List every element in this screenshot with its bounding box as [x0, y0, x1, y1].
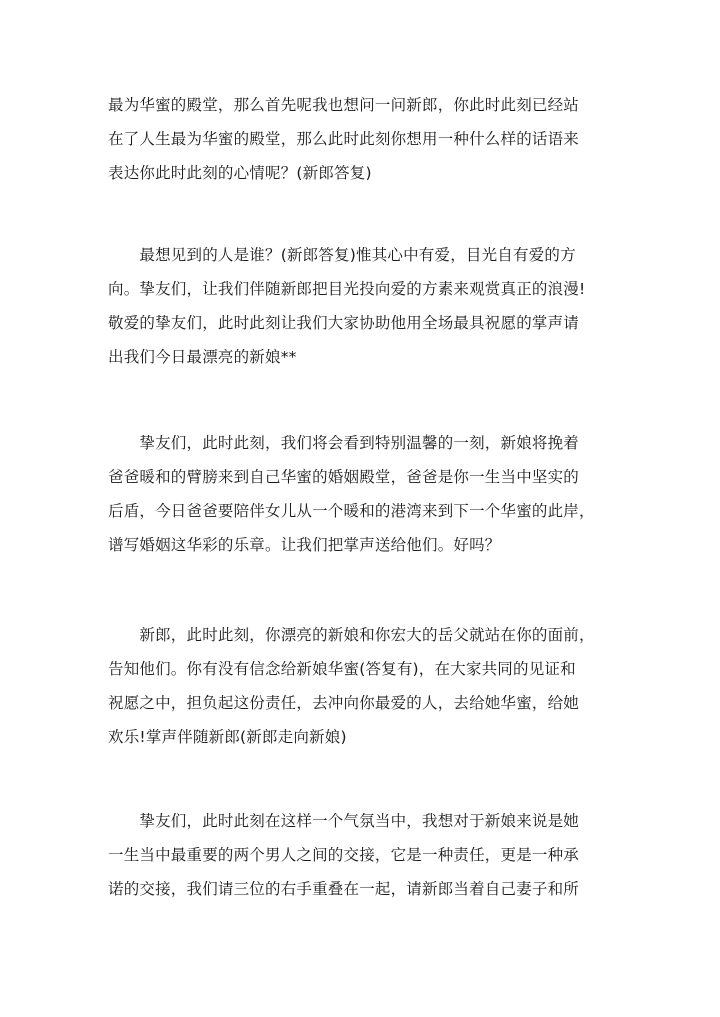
- text-line: 告知他们。你有没有信念给新娘华蜜(答复有)，在大家共同的见证和: [108, 660, 576, 678]
- text-line: 挚友们，此时此刻在这样一个气氛当中，我想对于新娘来说是她: [108, 812, 580, 830]
- text-line: 祝愿之中，担负起这份责任，去冲向你最爱的人，去给她华蜜，给她: [108, 694, 580, 712]
- text-line: 欢乐!掌声伴随新郎(新郎走向新娘): [108, 728, 347, 746]
- text-line: 谱写婚姻这华彩的乐章。让我们把掌声送给他们。好吗？: [108, 536, 501, 554]
- text-line: 在了人生最为华蜜的殿堂，那么此时此刻你想用一种什么样的话语来: [108, 130, 580, 148]
- paragraph-4: [108, 618, 614, 754]
- text-line: 向。挚友们，让我们伴随新郎把目光投向爱的方素来观赏真正的浪漫!: [108, 280, 586, 298]
- text-line: 出我们今日最漂亮的新娘**: [108, 348, 297, 366]
- paragraph-2: [108, 238, 614, 374]
- text-line: 最为华蜜的殿堂，那么首先呢我也想问一问新郎，你此时此刻已经站: [108, 96, 580, 114]
- paragraph-3: [108, 426, 614, 562]
- paragraph-5: [108, 804, 614, 906]
- text-line: 挚友们，此时此刻，我们将会看到特别温馨的一刻，新娘将挽着: [108, 434, 580, 452]
- text-line: 最想见到的人是谁？(新郎答复)惟其心中有爱，目光自有爱的方: [108, 246, 576, 264]
- text-line: 敬爱的挚友们，此时此刻让我们大家协助他用全场最具祝愿的掌声请: [108, 314, 580, 332]
- text-line: 新郎，此时此刻，你漂亮的新娘和你宏大的岳父就站在你的面前，: [108, 626, 595, 644]
- text-line: 表达你此时此刻的心情呢？(新郎答复): [108, 164, 372, 182]
- text-line: 一生当中最重要的两个男人之间的交接，它是一种责任，更是一种承: [108, 846, 580, 864]
- text-line: 爸爸暖和的臂膀来到自己华蜜的婚姻殿堂，爸爸是你一生当中坚实的: [108, 468, 580, 486]
- text-line: 后盾，今日爸爸要陪伴女儿从一个暖和的港湾来到下一个华蜜的此岸，: [108, 502, 595, 520]
- text-line: 诺的交接，我们请三位的右手重叠在一起，请新郎当着自己妻子和所: [108, 880, 580, 898]
- paragraph-1: [108, 88, 614, 190]
